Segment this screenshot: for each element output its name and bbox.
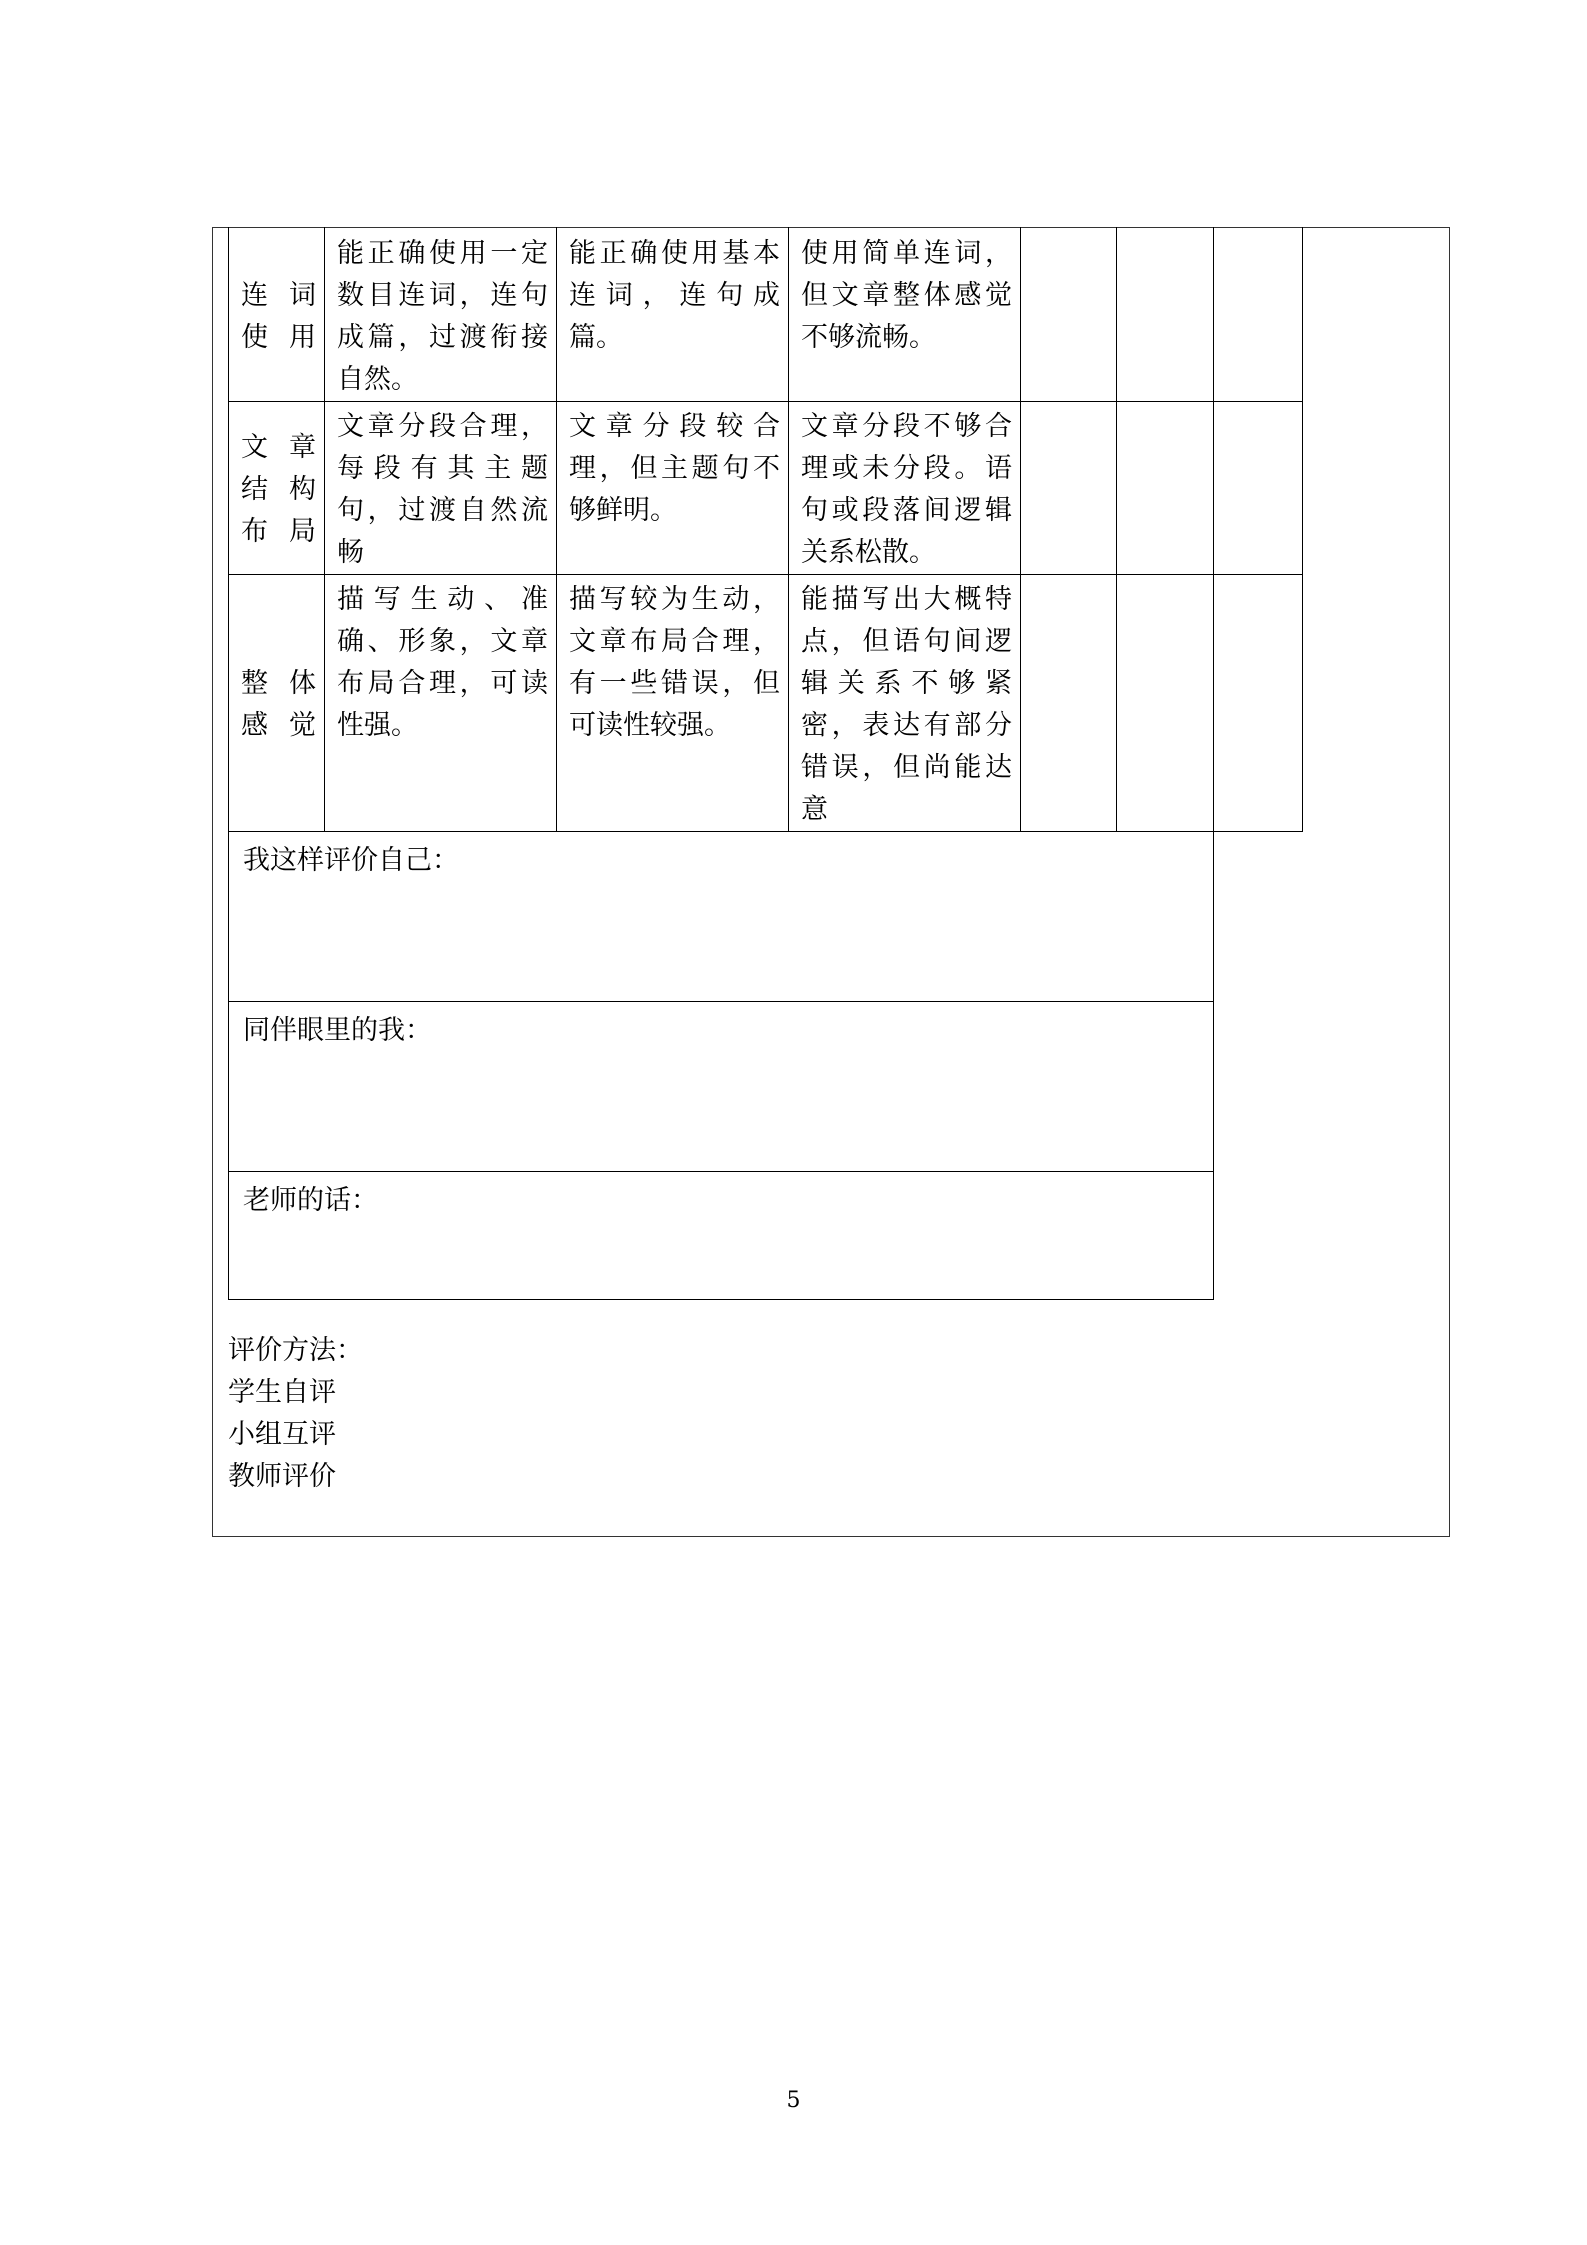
rubric-row-structure xyxy=(229,402,1303,575)
self-evaluation-box[interactable]: 我这样评价自己： xyxy=(229,832,1214,1002)
evaluation-methods xyxy=(228,1330,363,1498)
self-evaluation-row xyxy=(229,832,1303,1002)
self-score-cell[interactable] xyxy=(1021,575,1117,832)
peer-score-cell[interactable] xyxy=(1117,575,1214,832)
level-a-cell: 文章分段合理，每段有其主题句，过渡自然流畅 xyxy=(325,402,557,575)
criterion-cell: 整 体 感觉 xyxy=(229,575,325,832)
rubric-row-connectives xyxy=(229,227,1303,402)
level-a-cell: 能正确使用一定数目连词，连句成篇，过渡衔接自然。 xyxy=(325,227,557,402)
peer-evaluation-row xyxy=(229,1002,1303,1172)
level-c-cell: 使用简单连词，但文章整体感觉不够流畅。 xyxy=(789,227,1021,402)
level-c-cell: 文章分段不够合理或未分段。语句或段落间逻辑关系松散。 xyxy=(789,402,1021,575)
self-score-cell[interactable] xyxy=(1021,402,1117,575)
self-score-cell[interactable] xyxy=(1021,227,1117,402)
level-b-cell: 描写较为生动，文章布局合理，有一些错误，但可读性较强。 xyxy=(557,575,789,832)
methods-title: 评价方法： xyxy=(228,1335,363,1366)
page-number: 5 xyxy=(786,2088,801,2113)
evaluation-rubric-table xyxy=(228,227,1303,1300)
criterion-cell: 文 章 结 构 布局 xyxy=(229,402,325,575)
teacher-score-cell[interactable] xyxy=(1214,227,1303,402)
teacher-comment-box[interactable]: 老师的话： xyxy=(229,1172,1214,1300)
peer-score-cell[interactable] xyxy=(1117,227,1214,402)
rubric-row-overall xyxy=(229,575,1303,832)
level-b-cell: 文章分段较合理，但主题句不够鲜明。 xyxy=(557,402,789,575)
teacher-comment-row xyxy=(229,1172,1303,1300)
level-b-cell: 能正确使用基本连词，连句成篇。 xyxy=(557,227,789,402)
level-a-cell: 描写生动、准确、形象，文章布局合理，可读性强。 xyxy=(325,575,557,832)
peer-score-cell[interactable] xyxy=(1117,402,1214,575)
method-item: 教师评价 xyxy=(228,1461,336,1492)
peer-evaluation-box[interactable]: 同伴眼里的我： xyxy=(229,1002,1214,1172)
level-c-cell: 能描写出大概特点，但语句间逻辑关系不够紧密，表达有部分错误，但尚能达意 xyxy=(789,575,1021,832)
teacher-score-cell[interactable] xyxy=(1214,402,1303,575)
criterion-cell: 连 词 使用 xyxy=(229,227,325,402)
teacher-score-cell[interactable] xyxy=(1214,575,1303,832)
method-item: 小组互评 xyxy=(228,1419,336,1450)
method-item: 学生自评 xyxy=(228,1377,336,1408)
